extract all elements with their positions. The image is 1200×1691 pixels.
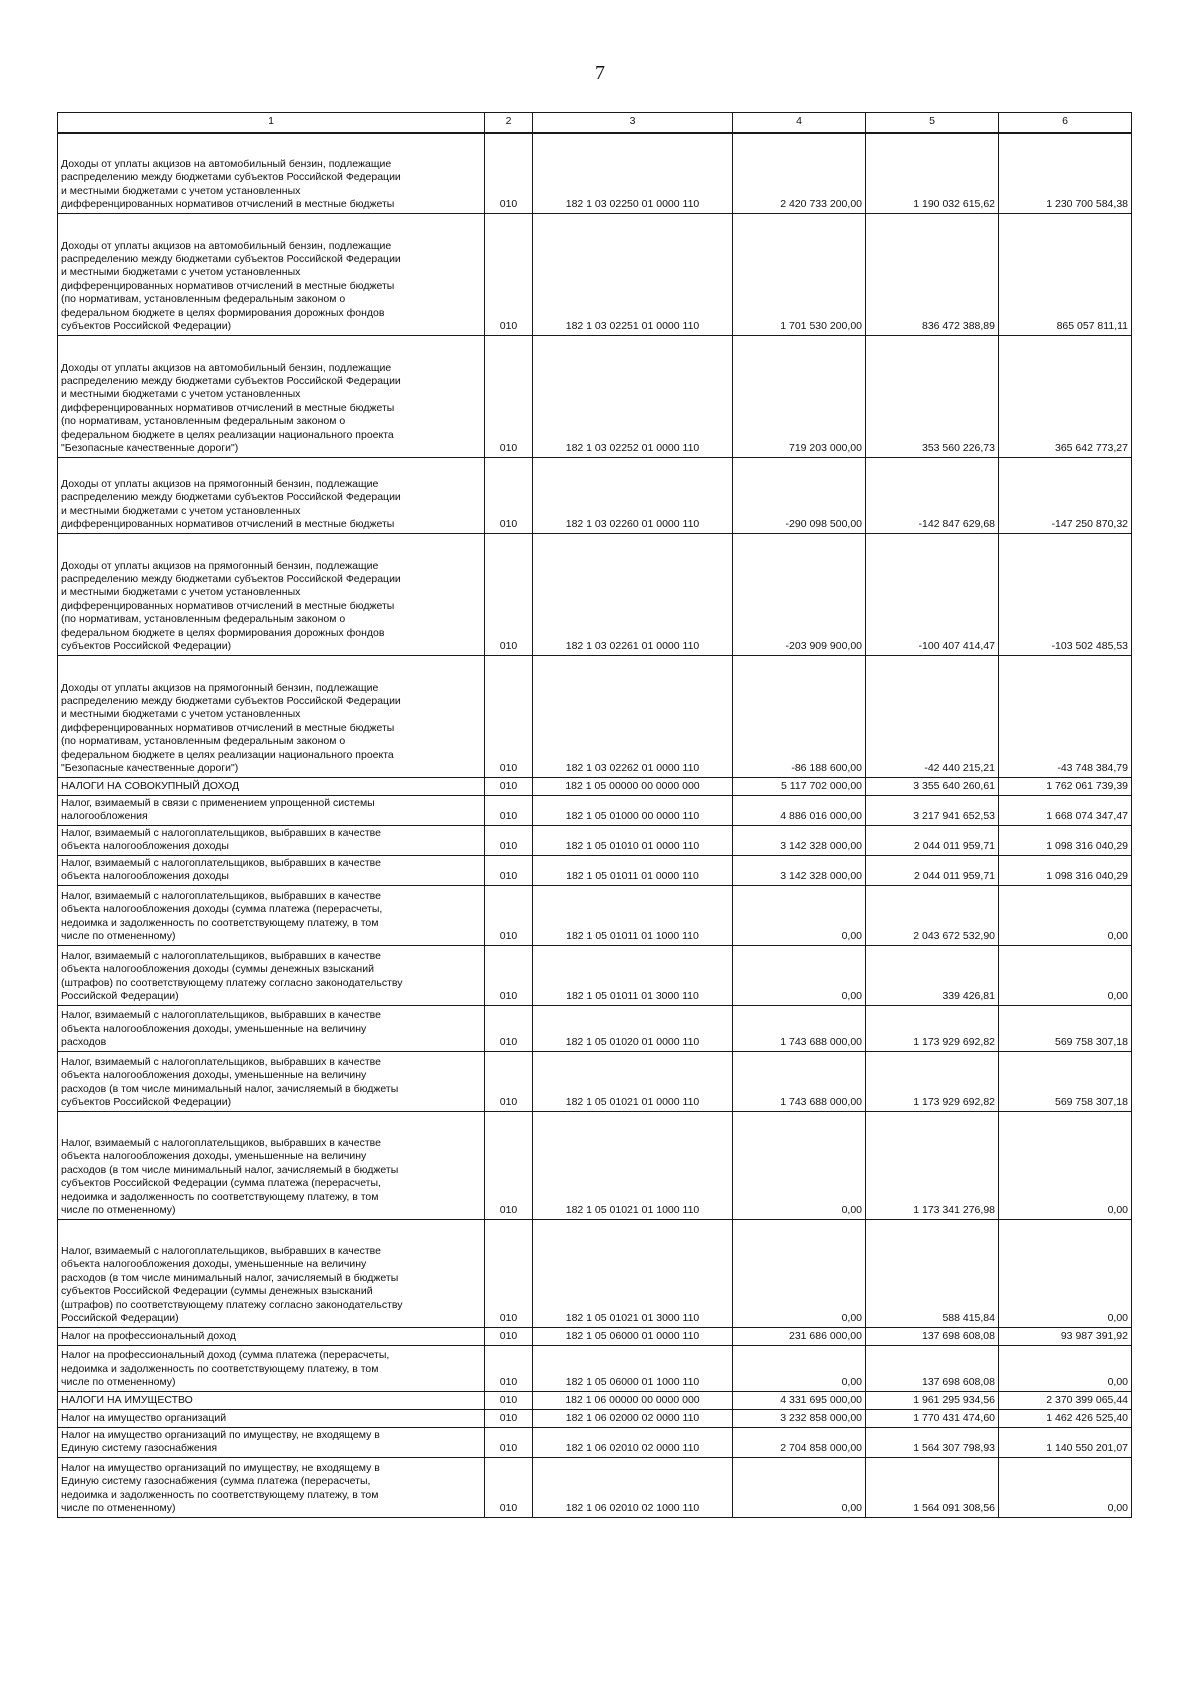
row-description: Доходы от уплаты акцизов на прямогонный бензин, подлежащие распределению между бюджетами субъектов Российской Федерации и местными бюджетами с учетом установленных дифференцированных нормативов отчислений в местные бюджеты (по нормативам, установленным федеральным законом о федеральном бюджете в целях реализации национального проекта "Безопасные качественные дороги") xyxy=(58,655,485,777)
row-line-code: 010 xyxy=(485,213,533,335)
row-description: Доходы от уплаты акцизов на прямогонный бензин, подлежащие распределению между бюджетами субъектов Российской Федерации и местными бюджетами с учетом установленных дифференцированных нормативов отчислений в местные бюджеты (по нормативам, установленным федеральным законом о федеральном бюджете в целях формирования дорожных фондов субъектов Российской Федерации) xyxy=(58,533,485,655)
row-description: Налог, взимаемый в связи с применением упрощенной системы налогообложения xyxy=(58,795,485,825)
row-executed-amount: 1 770 431 474,60 xyxy=(866,1409,999,1427)
row-unexecuted-amount: 569 758 307,18 xyxy=(999,1051,1132,1111)
row-approved-amount: 0,00 xyxy=(733,885,866,945)
table-row xyxy=(58,655,1132,777)
row-description: Налог, взимаемый с налогоплательщиков, выбравших в качестве объекта налогообложения доходы (сумма платежа (перерасчеты, недоимка и задолженность по соответствующему платежу, в том числе по отмененному) xyxy=(58,885,485,945)
row-executed-amount: 1 564 307 798,93 xyxy=(866,1427,999,1457)
page-number: 7 xyxy=(595,62,605,84)
row-line-code: 010 xyxy=(485,1111,533,1219)
row-approved-amount: 3 232 858 000,00 xyxy=(733,1409,866,1427)
row-budget-classification-code: 182 1 03 02260 01 0000 110 xyxy=(533,457,733,533)
row-line-code: 010 xyxy=(485,1327,533,1345)
table-row xyxy=(58,945,1132,1005)
row-line-code: 010 xyxy=(485,825,533,855)
column-header-1: 1 xyxy=(58,113,485,134)
row-unexecuted-amount: -103 502 485,53 xyxy=(999,533,1132,655)
row-budget-classification-code: 182 1 03 02251 01 0000 110 xyxy=(533,213,733,335)
table-row xyxy=(58,825,1132,855)
table-body xyxy=(58,133,1132,1517)
row-line-code: 010 xyxy=(485,795,533,825)
row-approved-amount: 0,00 xyxy=(733,1457,866,1517)
row-line-code: 010 xyxy=(485,1051,533,1111)
row-unexecuted-amount: 1 098 316 040,29 xyxy=(999,825,1132,855)
row-description: Налог, взимаемый с налогоплательщиков, выбравших в качестве объекта налогообложения доходы xyxy=(58,855,485,885)
row-unexecuted-amount: 1 140 550 201,07 xyxy=(999,1427,1132,1457)
row-line-code: 010 xyxy=(485,1457,533,1517)
row-unexecuted-amount: 365 642 773,27 xyxy=(999,335,1132,457)
row-budget-classification-code: 182 1 03 02261 01 0000 110 xyxy=(533,533,733,655)
row-approved-amount: 4 886 016 000,00 xyxy=(733,795,866,825)
row-executed-amount: 1 961 295 934,56 xyxy=(866,1391,999,1409)
row-budget-classification-code: 182 1 06 02010 02 1000 110 xyxy=(533,1457,733,1517)
table-row xyxy=(58,777,1132,795)
row-approved-amount: 0,00 xyxy=(733,1219,866,1327)
row-approved-amount: 2 420 733 200,00 xyxy=(733,133,866,213)
row-unexecuted-amount: 2 370 399 065,44 xyxy=(999,1391,1132,1409)
table-row xyxy=(58,1005,1132,1051)
table-row xyxy=(58,533,1132,655)
row-unexecuted-amount: 1 462 426 525,40 xyxy=(999,1409,1132,1427)
row-unexecuted-amount: -43 748 384,79 xyxy=(999,655,1132,777)
row-budget-classification-code: 182 1 05 01000 00 0000 110 xyxy=(533,795,733,825)
row-approved-amount: 3 142 328 000,00 xyxy=(733,855,866,885)
row-executed-amount: 1 173 929 692,82 xyxy=(866,1051,999,1111)
table-row xyxy=(58,1427,1132,1457)
table-row xyxy=(58,457,1132,533)
row-approved-amount: 5 117 702 000,00 xyxy=(733,777,866,795)
row-line-code: 010 xyxy=(485,1409,533,1427)
row-approved-amount: 1 743 688 000,00 xyxy=(733,1051,866,1111)
row-budget-classification-code: 182 1 05 01011 01 3000 110 xyxy=(533,945,733,1005)
row-unexecuted-amount: 0,00 xyxy=(999,945,1132,1005)
row-budget-classification-code: 182 1 05 01020 01 0000 110 xyxy=(533,1005,733,1051)
row-description: Доходы от уплаты акцизов на прямогонный бензин, подлежащие распределению между бюджетами субъектов Российской Федерации и местными бюджетами с учетом установленных дифференцированных нормативов отчислений в местные бюджеты xyxy=(58,457,485,533)
table-row xyxy=(58,1327,1132,1345)
row-executed-amount: -142 847 629,68 xyxy=(866,457,999,533)
table-row xyxy=(58,885,1132,945)
table-row xyxy=(58,1457,1132,1517)
row-approved-amount: 0,00 xyxy=(733,1111,866,1219)
row-approved-amount: -290 098 500,00 xyxy=(733,457,866,533)
table-row xyxy=(58,795,1132,825)
table-row xyxy=(58,335,1132,457)
row-budget-classification-code: 182 1 03 02252 01 0000 110 xyxy=(533,335,733,457)
row-description: Налог на профессиональный доход xyxy=(58,1327,485,1345)
row-budget-classification-code: 182 1 05 01010 01 0000 110 xyxy=(533,825,733,855)
row-description: Налог, взимаемый с налогоплательщиков, выбравших в качестве объекта налогообложения доходы, уменьшенные на величину расходов (в том числе минимальный налог, зачисляемый в бюджеты субъектов Российской Федерации (суммы денежных взысканий (штрафов) по соответствующему платежу согласно законодательству Российской Федерации) xyxy=(58,1219,485,1327)
row-unexecuted-amount: 0,00 xyxy=(999,1111,1132,1219)
row-budget-classification-code: 182 1 05 06000 01 0000 110 xyxy=(533,1327,733,1345)
row-line-code: 010 xyxy=(485,1427,533,1457)
row-budget-classification-code: 182 1 06 02010 02 0000 110 xyxy=(533,1427,733,1457)
row-unexecuted-amount: 0,00 xyxy=(999,1219,1132,1327)
table-row xyxy=(58,1111,1132,1219)
row-line-code: 010 xyxy=(485,133,533,213)
row-line-code: 010 xyxy=(485,777,533,795)
row-line-code: 010 xyxy=(485,1219,533,1327)
row-line-code: 010 xyxy=(485,533,533,655)
row-budget-classification-code: 182 1 06 02000 02 0000 110 xyxy=(533,1409,733,1427)
column-header-4: 4 xyxy=(733,113,866,134)
table-row xyxy=(58,1409,1132,1427)
row-budget-classification-code: 182 1 05 01021 01 3000 110 xyxy=(533,1219,733,1327)
row-description: Налог на имущество организаций xyxy=(58,1409,485,1427)
row-executed-amount: -42 440 215,21 xyxy=(866,655,999,777)
row-line-code: 010 xyxy=(485,885,533,945)
row-executed-amount: 339 426,81 xyxy=(866,945,999,1005)
table-row xyxy=(58,133,1132,213)
row-unexecuted-amount: 1 668 074 347,47 xyxy=(999,795,1132,825)
row-description: Доходы от уплаты акцизов на автомобильный бензин, подлежащие распределению между бюджетами субъектов Российской Федерации и местными бюджетами с учетом установленных дифференцированных нормативов отчислений в местные бюджеты (по нормативам, установленным федеральным законом о федеральном бюджете в целях формирования дорожных фондов субъектов Российской Федерации) xyxy=(58,213,485,335)
table-row xyxy=(58,1219,1132,1327)
row-executed-amount: 137 698 608,08 xyxy=(866,1345,999,1391)
row-unexecuted-amount: 93 987 391,92 xyxy=(999,1327,1132,1345)
column-header-5: 5 xyxy=(866,113,999,134)
row-approved-amount: 719 203 000,00 xyxy=(733,335,866,457)
row-description: НАЛОГИ НА СОВОКУПНЫЙ ДОХОД xyxy=(58,777,485,795)
row-unexecuted-amount: 1 098 316 040,29 xyxy=(999,855,1132,885)
row-executed-amount: 588 415,84 xyxy=(866,1219,999,1327)
row-budget-classification-code: 182 1 05 01021 01 0000 110 xyxy=(533,1051,733,1111)
row-budget-classification-code: 182 1 03 02250 01 0000 110 xyxy=(533,133,733,213)
row-executed-amount: 3 217 941 652,53 xyxy=(866,795,999,825)
row-executed-amount: 1 190 032 615,62 xyxy=(866,133,999,213)
row-approved-amount: 0,00 xyxy=(733,1345,866,1391)
row-executed-amount: 2 044 011 959,71 xyxy=(866,825,999,855)
row-budget-classification-code: 182 1 05 00000 00 0000 000 xyxy=(533,777,733,795)
row-budget-classification-code: 182 1 05 06000 01 1000 110 xyxy=(533,1345,733,1391)
row-approved-amount: -203 909 900,00 xyxy=(733,533,866,655)
row-unexecuted-amount: 1 230 700 584,38 xyxy=(999,133,1132,213)
row-executed-amount: 1 564 091 308,56 xyxy=(866,1457,999,1517)
table-row xyxy=(58,1051,1132,1111)
row-approved-amount: 1 743 688 000,00 xyxy=(733,1005,866,1051)
row-line-code: 010 xyxy=(485,855,533,885)
row-description: Налог, взимаемый с налогоплательщиков, выбравших в качестве объекта налогообложения доходы xyxy=(58,825,485,855)
row-executed-amount: 836 472 388,89 xyxy=(866,213,999,335)
row-line-code: 010 xyxy=(485,1391,533,1409)
row-unexecuted-amount: -147 250 870,32 xyxy=(999,457,1132,533)
table-row xyxy=(58,1345,1132,1391)
row-executed-amount: 353 560 226,73 xyxy=(866,335,999,457)
row-approved-amount: 1 701 530 200,00 xyxy=(733,213,866,335)
row-line-code: 010 xyxy=(485,1005,533,1051)
revenue-report-table xyxy=(57,112,1132,1518)
row-approved-amount: 2 704 858 000,00 xyxy=(733,1427,866,1457)
row-approved-amount: 0,00 xyxy=(733,945,866,1005)
row-unexecuted-amount: 1 762 061 739,39 xyxy=(999,777,1132,795)
row-executed-amount: 1 173 929 692,82 xyxy=(866,1005,999,1051)
table-row xyxy=(58,1391,1132,1409)
row-budget-classification-code: 182 1 05 01021 01 1000 110 xyxy=(533,1111,733,1219)
row-line-code: 010 xyxy=(485,1345,533,1391)
row-unexecuted-amount: 865 057 811,11 xyxy=(999,213,1132,335)
row-budget-classification-code: 182 1 05 01011 01 0000 110 xyxy=(533,855,733,885)
row-description: Налог на имущество организаций по имуществу, не входящему в Единую систему газоснабжения (сумма платежа (перерасчеты, недоимка и задолженность по соответствующему платежу, в том числе по отмененному) xyxy=(58,1457,485,1517)
row-approved-amount: 231 686 000,00 xyxy=(733,1327,866,1345)
row-line-code: 010 xyxy=(485,655,533,777)
row-budget-classification-code: 182 1 05 01011 01 1000 110 xyxy=(533,885,733,945)
table-row xyxy=(58,855,1132,885)
row-description: Доходы от уплаты акцизов на автомобильный бензин, подлежащие распределению между бюджетами субъектов Российской Федерации и местными бюджетами с учетом установленных дифференцированных нормативов отчислений в местные бюджеты (по нормативам, установленным федеральным законом о федеральном бюджете в целях реализации национального проекта "Безопасные качественные дороги") xyxy=(58,335,485,457)
row-executed-amount: 1 173 341 276,98 xyxy=(866,1111,999,1219)
row-line-code: 010 xyxy=(485,457,533,533)
row-budget-classification-code: 182 1 06 00000 00 0000 000 xyxy=(533,1391,733,1409)
row-description: Налог, взимаемый с налогоплательщиков, выбравших в качестве объекта налогообложения доходы, уменьшенные на величину расходов (в том числе минимальный налог, зачисляемый в бюджеты субъектов Российской Федерации) xyxy=(58,1051,485,1111)
row-executed-amount: 2 043 672 532,90 xyxy=(866,885,999,945)
table-row xyxy=(58,213,1132,335)
row-approved-amount: 4 331 695 000,00 xyxy=(733,1391,866,1409)
row-description: Налог, взимаемый с налогоплательщиков, выбравших в качестве объекта налогообложения доходы, уменьшенные на величину расходов (в том числе минимальный налог, зачисляемый в бюджеты субъектов Российской Федерации (сумма платежа (перерасчеты, недоимка и задолженность по соответствующему платежу, в том числе по отмененному) xyxy=(58,1111,485,1219)
row-approved-amount: 3 142 328 000,00 xyxy=(733,825,866,855)
row-approved-amount: -86 188 600,00 xyxy=(733,655,866,777)
column-header-3: 3 xyxy=(533,113,733,134)
row-description: Доходы от уплаты акцизов на автомобильный бензин, подлежащие распределению между бюджетами субъектов Российской Федерации и местными бюджетами с учетом установленных дифференцированных нормативов отчислений в местные бюджеты xyxy=(58,133,485,213)
row-line-code: 010 xyxy=(485,335,533,457)
row-executed-amount: 137 698 608,08 xyxy=(866,1327,999,1345)
column-header-6: 6 xyxy=(999,113,1132,134)
row-unexecuted-amount: 0,00 xyxy=(999,1457,1132,1517)
row-unexecuted-amount: 0,00 xyxy=(999,1345,1132,1391)
row-description: НАЛОГИ НА ИМУЩЕСТВО xyxy=(58,1391,485,1409)
row-executed-amount: 2 044 011 959,71 xyxy=(866,855,999,885)
row-unexecuted-amount: 0,00 xyxy=(999,885,1132,945)
table-header-row xyxy=(58,113,1132,134)
row-description: Налог, взимаемый с налогоплательщиков, выбравших в качестве объекта налогообложения доходы (суммы денежных взысканий (штрафов) по соответствующему платежу согласно законодательству Российской Федерации) xyxy=(58,945,485,1005)
column-header-2: 2 xyxy=(485,113,533,134)
row-description: Налог на профессиональный доход (сумма платежа (перерасчеты, недоимка и задолженность по соответствующему платежу, в том числе по отмененному) xyxy=(58,1345,485,1391)
row-executed-amount: -100 407 414,47 xyxy=(866,533,999,655)
row-budget-classification-code: 182 1 03 02262 01 0000 110 xyxy=(533,655,733,777)
row-unexecuted-amount: 569 758 307,18 xyxy=(999,1005,1132,1051)
row-description: Налог на имущество организаций по имуществу, не входящему в Единую систему газоснабжения xyxy=(58,1427,485,1457)
row-description: Налог, взимаемый с налогоплательщиков, выбравших в качестве объекта налогообложения доходы, уменьшенные на величину расходов xyxy=(58,1005,485,1051)
row-executed-amount: 3 355 640 260,61 xyxy=(866,777,999,795)
row-line-code: 010 xyxy=(485,945,533,1005)
